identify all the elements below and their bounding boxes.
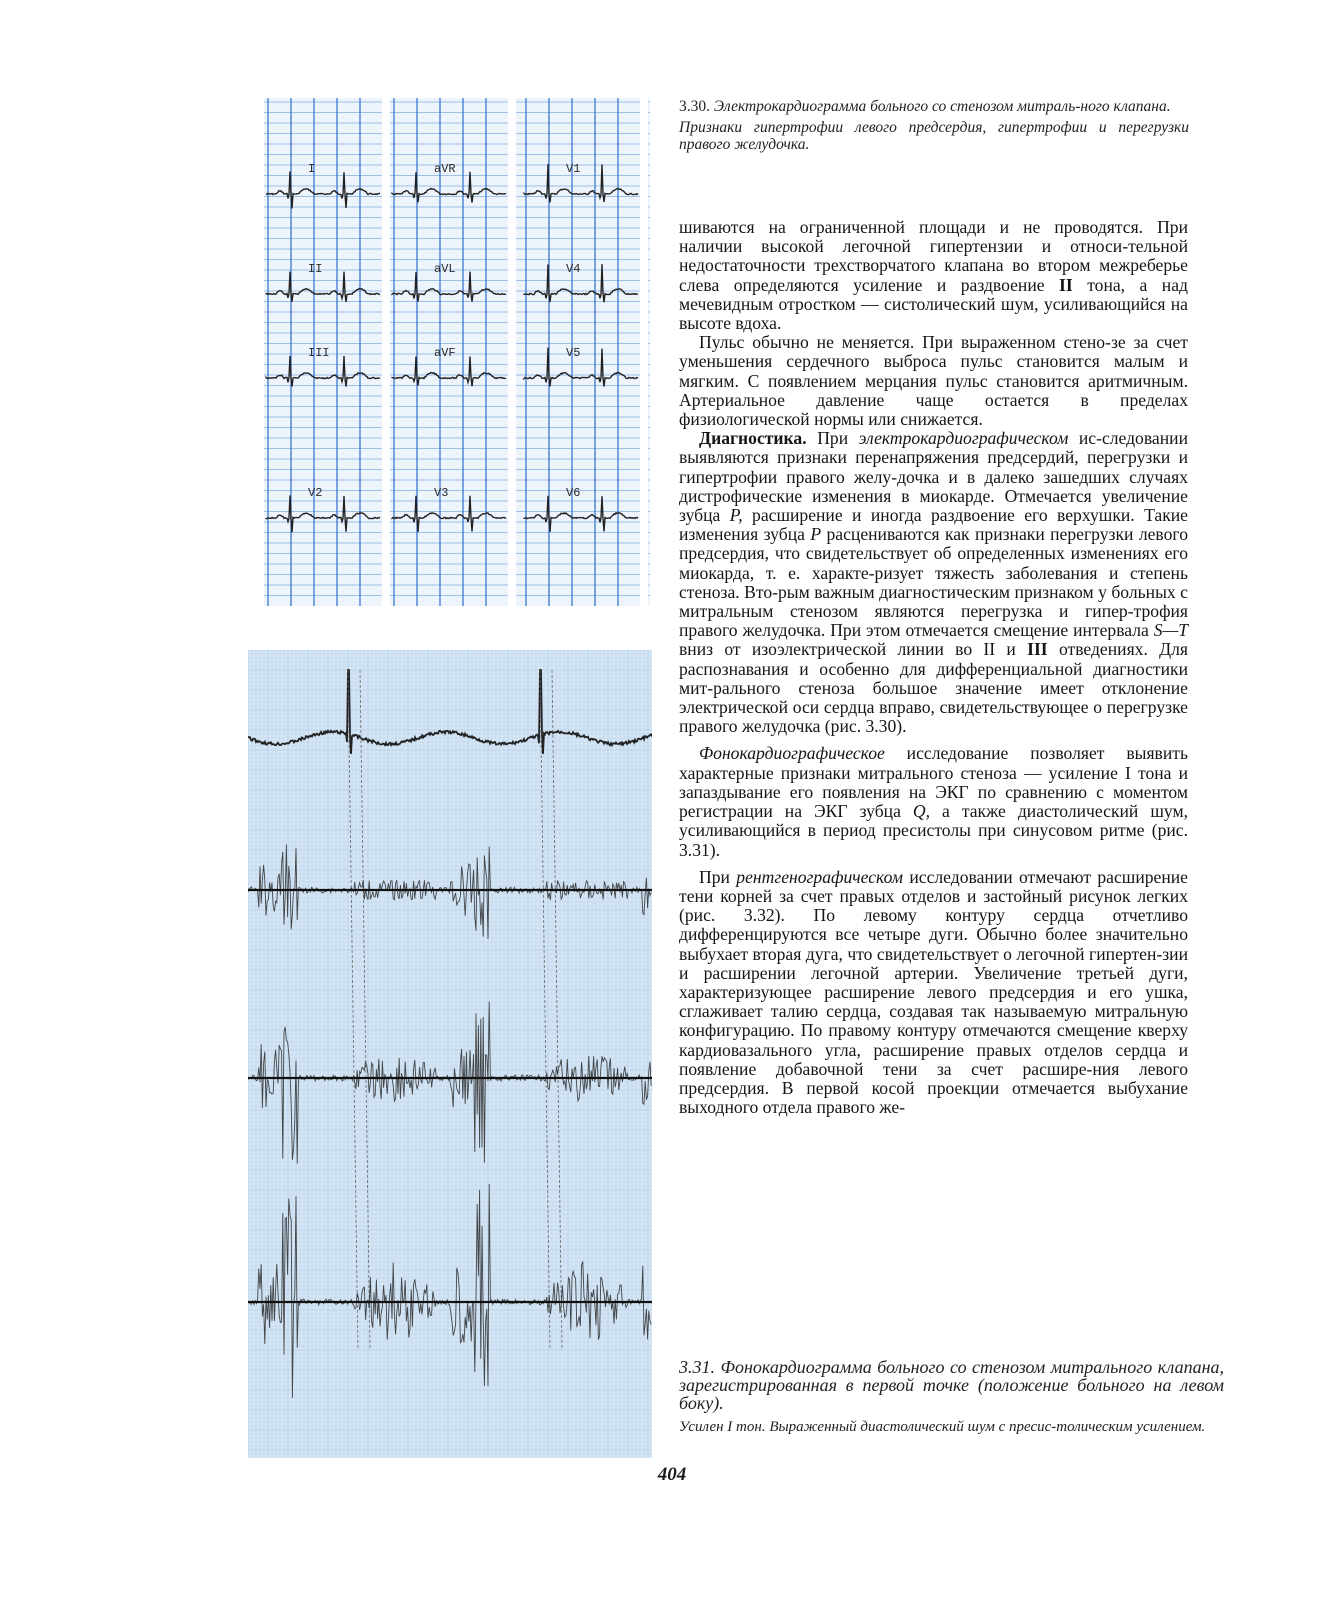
caption-3-30-subtitle: Признаки гипертрофии левого предсердия, гипертрофии и перегрузки правого желудочка. bbox=[679, 119, 1189, 153]
p3-st-interval: S—T bbox=[1153, 620, 1188, 641]
ecg-lead-label: II bbox=[308, 262, 323, 276]
caption-3-30-title bbox=[679, 98, 1189, 115]
caption-3-31-subtitle: Усилен I тон. Выраженный диастолический шум с пресис-толическим усилением. bbox=[679, 1419, 1206, 1435]
phonocardiogram-figure bbox=[248, 650, 652, 1458]
p5-b: исследовании отмечают расширение тени корней за счет правых отделов и застойный рисунок легких (рис. 3.32). По левому контуру сердца отчетливо дифференцируются все четыре дуги. Обычно более значительно выбухает вторая дуга, что свидетельствует о легочной гипертен-зии и расширении легочной артерии. Увеличение третьей дуги, характеризующее расширение левого предсердия и его ушка, сглаживает талию сердца, создавая так называемую митральную конфигурацию. По правому контуру отмечаются смещение кверху кардиовазального угла, расширение правых отделов сердца и появление добавочной тени за счет расшире-ния левого предсердия. В первой косой проекции отмечается выбухание выходного отдела правого же- bbox=[679, 866, 1188, 1118]
p3-b: ис-следовании выявляются признаки перенапряжения предсердий, перегрузки и гипертрофии правого желу-дочка и в далеко зашедших случаях дистрофические изменения в миокарде. Отмечается увеличение зубца bbox=[679, 428, 1188, 526]
p5-a: При bbox=[699, 866, 730, 887]
ecg-lead-label: V4 bbox=[566, 262, 581, 276]
ecg-trace bbox=[392, 172, 506, 203]
ecg-lead-label: III bbox=[308, 346, 330, 360]
ecg-trace bbox=[266, 172, 380, 209]
p4-a: исследование позволяет выявить характерные признаки митрального стеноза — усиление I тона и запаздывание его появления на ЭКГ по сравнению с моментом регистрации на ЭКГ зубца bbox=[679, 743, 1188, 822]
paragraph-5 bbox=[679, 868, 1188, 1118]
page-number: 404 bbox=[657, 1464, 687, 1485]
ecg-lead-label: aVL bbox=[434, 262, 456, 276]
ecg-lead-label: I bbox=[308, 162, 316, 176]
p3-e: вниз от изоэлектрической линии во II и bbox=[679, 639, 1016, 660]
ecg-lead-label: V2 bbox=[308, 486, 323, 500]
caption-fig-3-30 bbox=[679, 98, 1189, 153]
ecg-lead-label: aVF bbox=[434, 346, 456, 360]
ecg-trace bbox=[524, 348, 638, 387]
ecg-panel-gap bbox=[640, 98, 648, 606]
ecg-panel-gap bbox=[382, 98, 390, 606]
p3-a: При bbox=[817, 428, 849, 449]
p1-bold: II bbox=[1059, 274, 1073, 295]
p1-text: шиваются на ограниченной площади и не проводятся. При наличии высокой легочной гипертензии и относи-тельной недостаточности трехстворчатого клапана во втором межреберье слева определяются усиление и раздвоение bbox=[679, 217, 1188, 295]
ecg-lead-label: aVR bbox=[434, 162, 456, 176]
ecg-lead-label: V1 bbox=[566, 162, 581, 176]
diagnostics-heading: Диагностика. bbox=[699, 428, 807, 449]
phonocardiogram-traces bbox=[248, 650, 652, 1458]
paragraph-2 bbox=[679, 333, 1188, 429]
caption-3-31-title: 3.31. Фонокардиограмма больного со стенозом митрального клапана, зарегистрированная в первой точке (положение больного на левом боку). bbox=[679, 1357, 1224, 1413]
body-text bbox=[679, 218, 1188, 1117]
ecg-panel-gap bbox=[508, 98, 516, 606]
p3-lead-iii: III bbox=[1027, 639, 1048, 660]
ecg-trace bbox=[266, 356, 380, 387]
caption-3-30-number: 3.30. bbox=[679, 98, 710, 115]
ecg-trace bbox=[392, 357, 506, 387]
p4-italic: Фонокардиографическое bbox=[699, 743, 885, 764]
p3-f: отведениях. Для распознавания и особенно для дифференциальной диагностики мит-рального стеноза большое значение имеет отклонение электрической оси сердца вправо, свидетельствующее о перегрузке правого желудочка (рис. 3.30). bbox=[679, 639, 1188, 737]
p2-text: Пульс обычно не меняется. При выраженном стено-зе за счет уменьшения сердечного выброса пульс становится малым и мягким. С появлением мерцания пульс становится аритмичным. Артериальное давление чаще остается в пределах физиологической нормы или снижается. bbox=[679, 332, 1188, 430]
p3-d: расцениваются как признаки перегрузки левого предсердия, что свидетельствует об определенных изменениях его миокарда, т. е. характе-ризует тяжесть заболевания и степень стеноза. Вто-рым важным диагностическим признаком у больных с митральным стенозом являются перегрузка и гипер-трофия правого желудочка. При этом отмечается смещение интервала bbox=[679, 524, 1188, 641]
ecg-trace bbox=[266, 272, 380, 302]
p1-end: тона, а над мечевидным отростком — систолический шум, усиливающийся на высоте вдоха. bbox=[679, 274, 1188, 334]
p4-q-wave: Q, bbox=[912, 801, 931, 822]
p3-italic: электрокардиографическом bbox=[858, 428, 1069, 449]
p4-b: а также диастолический шум, усиливающийся в период пресистолы при синусовом ритме (рис. 3.31). bbox=[679, 801, 1188, 860]
ecg-traces bbox=[264, 98, 650, 606]
caption-3-30-title-text: Электрокардиограмма больного со стенозом митраль-ного клапана. bbox=[713, 98, 1171, 115]
ecg-lead-label: V6 bbox=[566, 486, 581, 500]
ecg-lead-label: V5 bbox=[566, 346, 581, 360]
p5-italic: рентгенографическом bbox=[736, 866, 903, 887]
paragraph-3 bbox=[679, 429, 1188, 736]
caption-fig-3-31 bbox=[679, 1358, 1224, 1436]
pcg-ecg-trace bbox=[248, 670, 652, 754]
paragraph-1 bbox=[679, 218, 1188, 333]
p3-p-wave-1: P, bbox=[729, 505, 743, 526]
ecg-lead-label: V3 bbox=[434, 486, 449, 500]
ecg-figure bbox=[264, 98, 650, 606]
p3-c: расширение и иногда раздвоение его верхушки. Такие изменения зубца bbox=[679, 505, 1188, 545]
p3-p-wave-2: P bbox=[810, 524, 822, 545]
ecg-trace bbox=[392, 272, 506, 302]
paragraph-4 bbox=[679, 744, 1188, 859]
